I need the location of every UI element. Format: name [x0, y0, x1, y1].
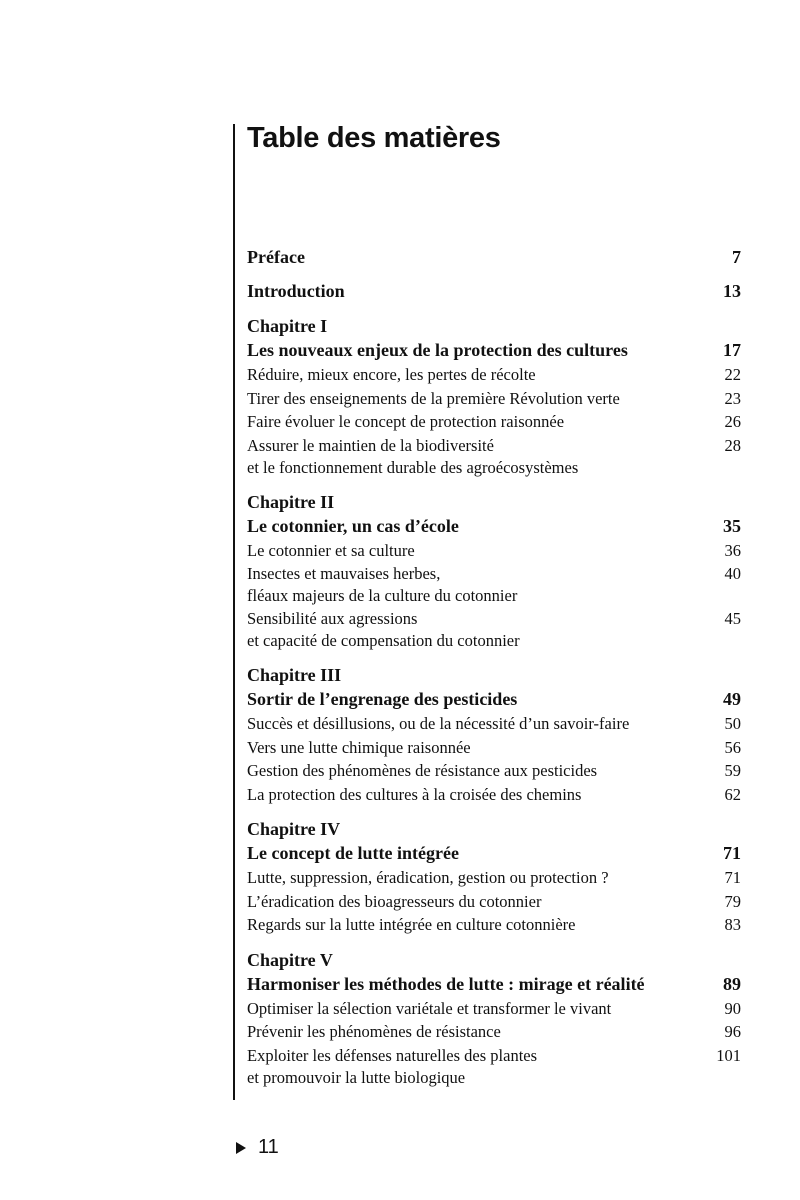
entry-page: 79	[724, 891, 741, 911]
chapter-heading	[247, 971, 741, 997]
page-number: 11	[258, 1136, 279, 1158]
entry-page: 45	[724, 609, 741, 628]
toc-entry	[247, 783, 741, 807]
chapter-title: Le cotonnier, un cas d’école	[247, 515, 459, 536]
vertical-rule	[233, 124, 235, 1100]
entry-title-line: Insectes et mauvaises herbes,	[247, 564, 441, 583]
entry-title	[247, 563, 517, 607]
chapter-block	[247, 491, 741, 653]
chapter-label: Chapitre II	[247, 491, 335, 512]
toc-entry	[247, 866, 741, 890]
entry-title	[247, 1020, 501, 1044]
chapter-page: 49	[723, 689, 741, 709]
entry-title-line: Le cotonnier et sa culture	[247, 540, 415, 560]
entry-page: 59	[724, 761, 741, 780]
chapter-title: Les nouveaux enjeux de la protection des cultures	[247, 340, 628, 360]
entry-title	[247, 736, 471, 760]
entry-title	[247, 783, 581, 807]
toc-entry	[247, 539, 741, 563]
entry-title	[247, 539, 415, 563]
chapter-block	[247, 818, 741, 937]
entry-page: 36	[724, 540, 741, 560]
toc-entry	[247, 387, 741, 411]
chapter-label: Chapitre V	[247, 949, 333, 970]
entry-title-line: et capacité de compensation du cotonnier	[247, 631, 520, 650]
chapter-title: Harmoniser les méthodes de lutte : mirage et réalité	[247, 973, 645, 994]
toc-entry	[247, 1044, 741, 1089]
entry-title-line: Assurer le maintien de la biodiversité	[247, 435, 494, 455]
entry-page: 56	[724, 737, 741, 757]
entry-title: Préface	[247, 247, 305, 267]
chapter-heading	[247, 513, 741, 539]
chapter-page: 17	[723, 340, 741, 360]
entry-title	[247, 997, 611, 1021]
entry-title-line: Exploiter les défenses naturelles des plantes	[247, 1045, 538, 1065]
entry-title	[247, 363, 536, 387]
chapter-page: 89	[723, 973, 741, 994]
entry-title	[247, 890, 541, 914]
toc-entry	[247, 736, 741, 760]
toc-entry	[247, 562, 741, 607]
entry-title	[247, 410, 564, 434]
toc-entry-front	[247, 277, 741, 305]
toc-entry	[247, 890, 741, 914]
entry-title-line: Succès et désillusions, ou de la nécessité d’un savoir-faire	[247, 714, 630, 733]
entry-title-line: Tirer des enseignements de la première Révolution verte	[247, 388, 620, 408]
entry-title: Introduction	[247, 281, 345, 301]
entry-title-line: et le fonctionnement durable des agroécosystèmes	[247, 457, 579, 477]
entry-title	[247, 435, 578, 479]
entry-title-line: Prévenir les phénomènes de résistance	[247, 1022, 501, 1041]
chapter-label: Chapitre I	[247, 316, 328, 336]
entry-page: 22	[724, 365, 741, 384]
entry-page: 23	[724, 388, 741, 408]
chapter-label: Chapitre III	[247, 665, 342, 685]
chapter-heading	[247, 840, 741, 866]
toc-entry	[247, 607, 741, 652]
entry-page: 90	[724, 998, 741, 1018]
entry-title-line: La protection des cultures à la croisée des chemins	[247, 784, 582, 804]
entry-page: 96	[724, 1022, 741, 1041]
toc-entry	[247, 1020, 741, 1044]
entry-title-line: Gestion des phénomènes de résistance aux pesticides	[247, 761, 598, 780]
entry-page: 62	[724, 784, 741, 804]
entry-page: 26	[724, 412, 741, 431]
toc-entry	[247, 434, 741, 479]
entry-title	[247, 608, 520, 652]
toc-entry	[247, 759, 741, 783]
toc-entry	[247, 997, 741, 1021]
entry-title	[247, 759, 597, 783]
chapter-heading	[247, 337, 741, 363]
entry-title-line: et promouvoir la lutte biologique	[247, 1067, 466, 1087]
entry-title-line: Réduire, mieux encore, les pertes de récolte	[247, 365, 536, 384]
page-title: Table des matières	[247, 122, 501, 154]
chapter-title: Le concept de lutte intégrée	[247, 843, 459, 863]
chapter-block	[247, 664, 741, 806]
entry-page: 13	[723, 281, 741, 301]
entry-title	[247, 387, 620, 411]
entry-page: 50	[724, 714, 741, 733]
toc-entry	[247, 410, 741, 434]
toc-entry	[247, 913, 741, 937]
entry-page: 71	[724, 868, 741, 887]
entry-title-line: Vers une lutte chimique raisonnée	[247, 737, 471, 757]
entry-title-line: Faire évoluer le concept de protection raisonnée	[247, 412, 565, 431]
chapter-block	[247, 315, 741, 479]
entry-title-line: Optimiser la sélection variétale et transformer le vivant	[247, 998, 612, 1018]
table-of-contents	[247, 243, 741, 1089]
entry-title-line: Sensibilité aux agressions	[247, 609, 418, 628]
chapter-title: Sortir de l’engrenage des pesticides	[247, 689, 518, 709]
chapter-page: 71	[723, 843, 741, 863]
chapter-block	[247, 949, 741, 1089]
entry-page: 101	[716, 1045, 741, 1065]
entry-page: 28	[724, 435, 741, 455]
entry-title-line: fléaux majeurs de la culture du cotonnier	[247, 586, 518, 605]
entry-title	[247, 866, 609, 890]
entry-title	[247, 913, 576, 937]
toc-entry-front	[247, 243, 741, 271]
entry-title	[247, 712, 629, 736]
entry-page: 40	[724, 564, 741, 583]
toc-entry	[247, 712, 741, 736]
entry-title-line: Lutte, suppression, éradication, gestion ou protection ?	[247, 868, 609, 887]
page-footer	[236, 1136, 279, 1159]
chapter-label: Chapitre IV	[247, 819, 341, 839]
entry-page: 83	[724, 915, 741, 934]
entry-title	[247, 1045, 537, 1089]
triangle-right-icon	[236, 1142, 246, 1154]
entry-title-line: Regards sur la lutte intégrée en culture cotonnière	[247, 915, 576, 934]
entry-title-line: L’éradication des bioagresseurs du cotonnier	[247, 891, 542, 911]
entry-page: 7	[732, 247, 741, 267]
toc-entry	[247, 363, 741, 387]
chapter-heading	[247, 686, 741, 712]
chapter-page: 35	[723, 515, 741, 536]
